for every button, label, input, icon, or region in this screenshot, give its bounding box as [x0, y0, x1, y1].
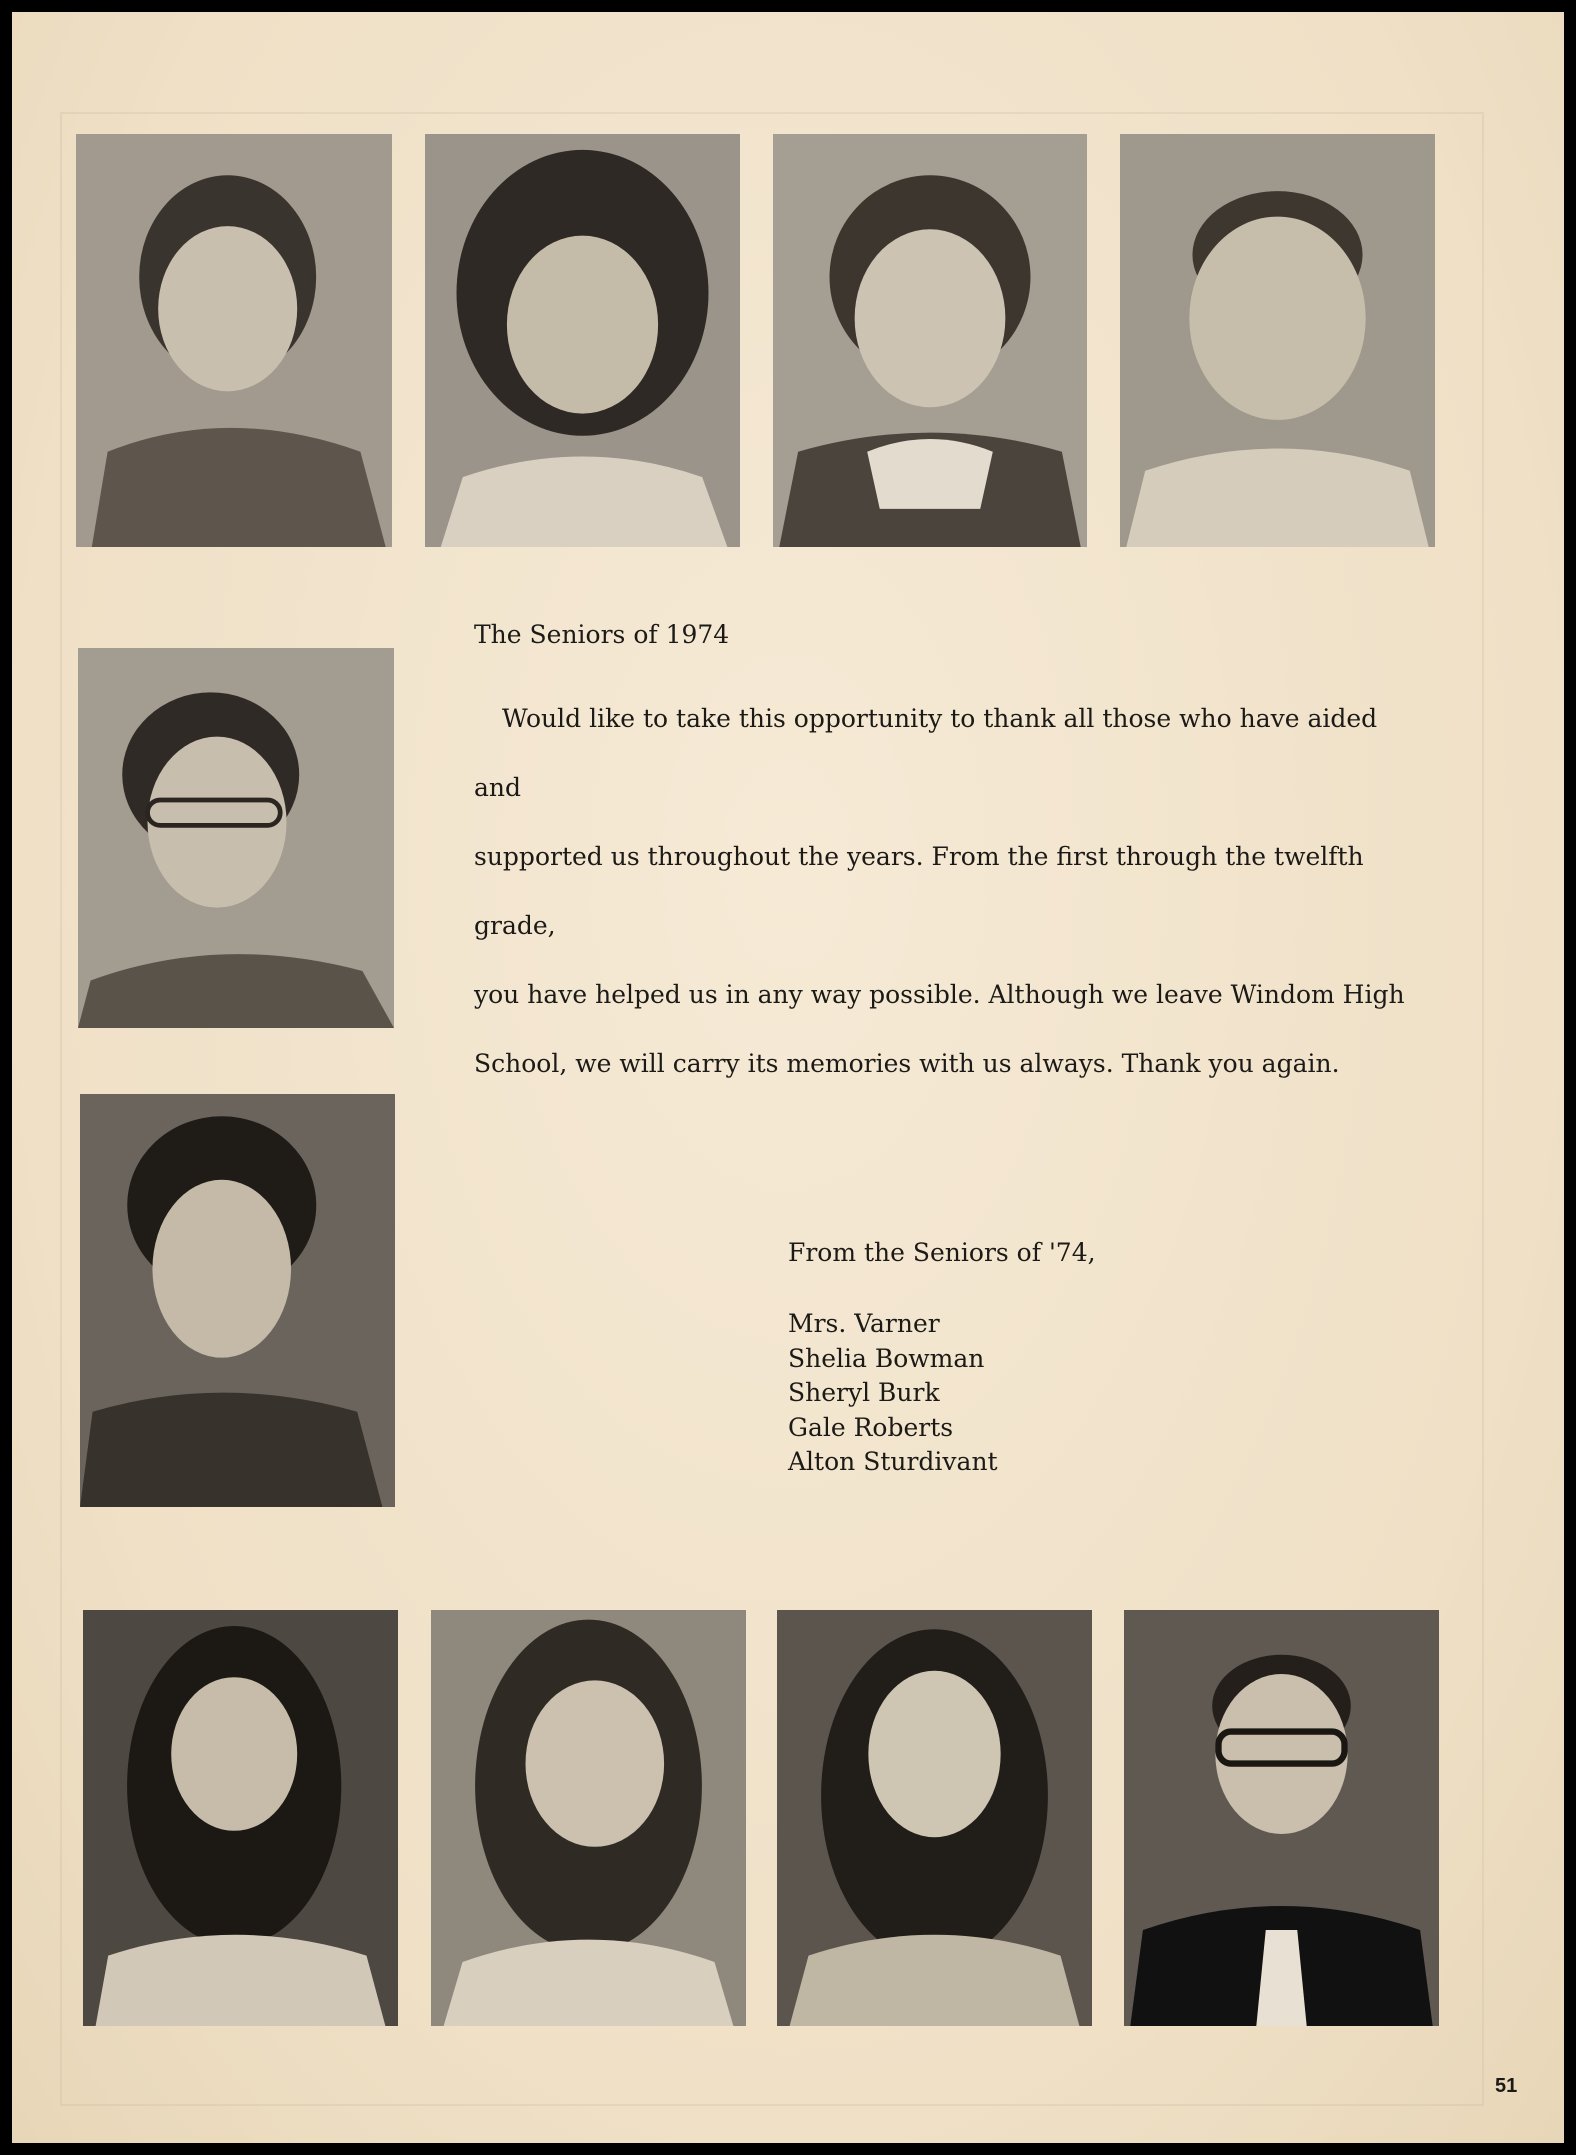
- signer-name: Shelia Bowman: [788, 1343, 985, 1373]
- photo-child-4: [1120, 134, 1435, 547]
- photo-senior-3: [777, 1610, 1092, 2026]
- letter-body: [474, 684, 1414, 1098]
- letter-closing: From the Seniors of '74,: [788, 1238, 1096, 1267]
- signer-name: Sheryl Burk: [788, 1378, 940, 1407]
- letter-line-3: you have helped us in any way possible. Although we leave Windom High: [474, 980, 1405, 1009]
- signer-list: [788, 1307, 998, 1480]
- photo-child-3: [773, 134, 1087, 547]
- photo-child-1: [76, 134, 392, 547]
- photo-teacher-1: [78, 648, 394, 1028]
- letter-line-4: School, we will carry its memories with us always. Thank you again.: [474, 1049, 1340, 1078]
- signer-name: Alton Sturdivant: [788, 1447, 998, 1476]
- photo-teacher-2: [80, 1094, 395, 1507]
- photo-senior-2: [431, 1610, 746, 2026]
- yearbook-page: [12, 12, 1564, 2143]
- signer-name: Gale Roberts: [788, 1412, 954, 1442]
- signer-name: Mrs. Varner: [788, 1309, 940, 1338]
- letter-line-2: supported us throughout the years. From the first through the twelfth grade,: [474, 842, 1364, 940]
- photo-senior-1: [83, 1610, 398, 2026]
- photo-senior-4: [1124, 1610, 1439, 2026]
- page-number: 51: [1495, 2075, 1518, 2097]
- letter-line-1: Would like to take this opportunity to thank all those who have aided and: [474, 704, 1378, 802]
- letter-heading: The Seniors of 1974: [474, 620, 730, 649]
- photo-child-2: [425, 134, 740, 547]
